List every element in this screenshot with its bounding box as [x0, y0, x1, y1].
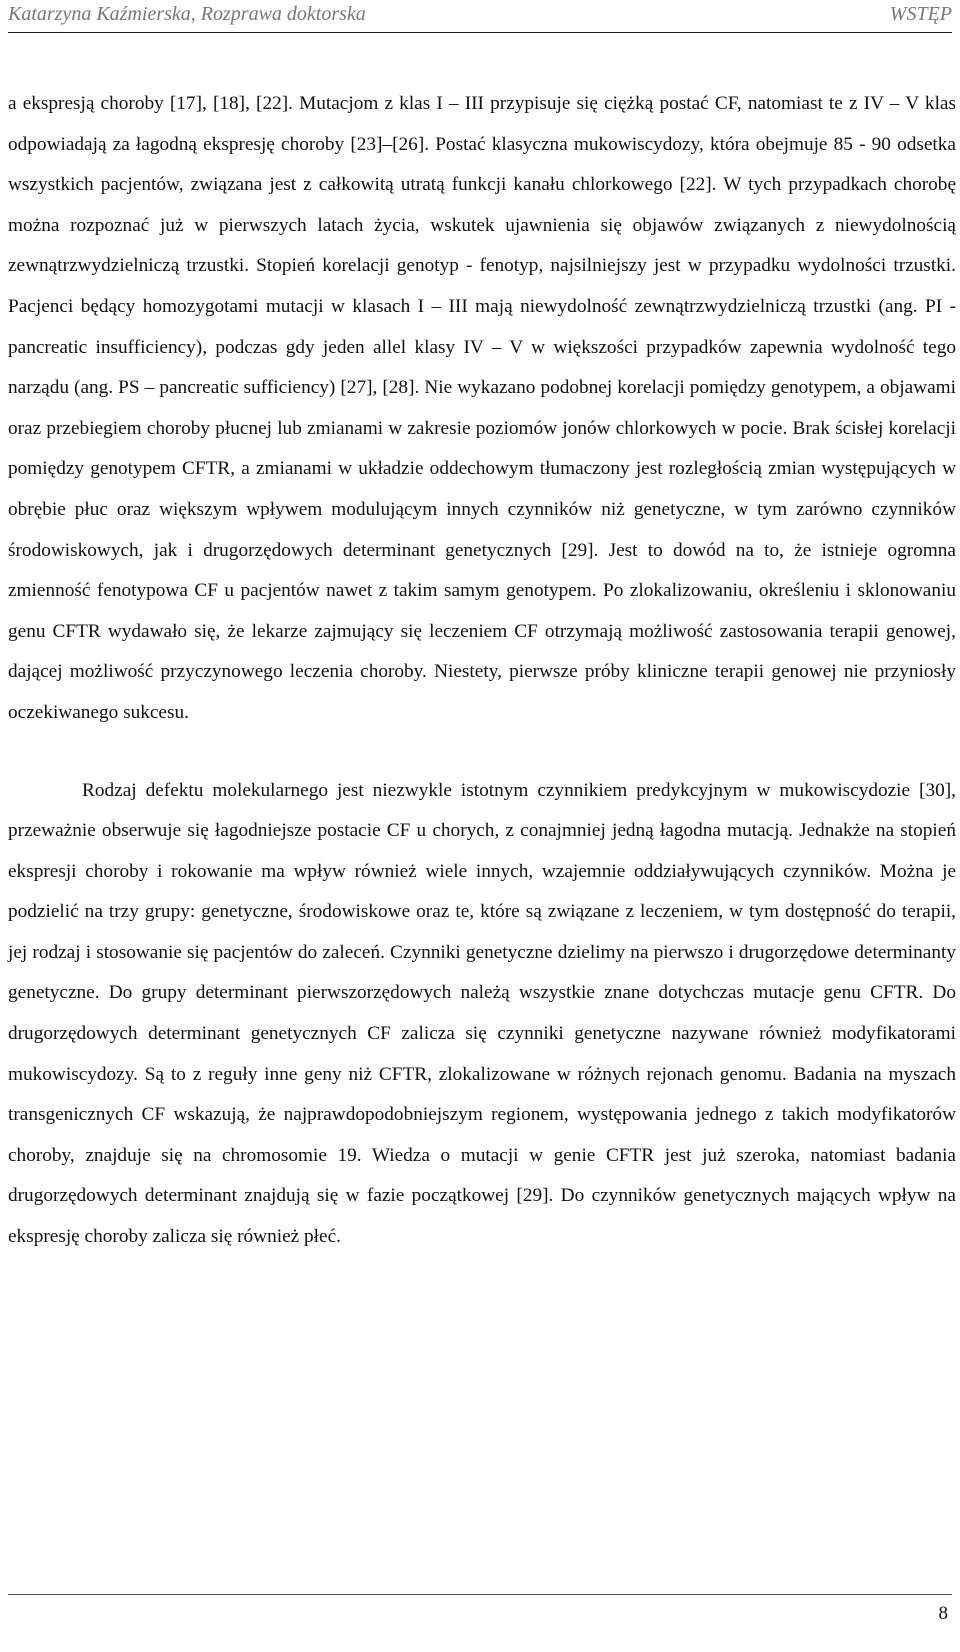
- body-text: [8, 84, 956, 1258]
- paragraph: a ekspresją choroby [17], [18], [22]. Mutacjom z klas I – III przypisuje się ciężką postać CF, natomiast te z IV – V klas odpowiadają za łagodną ekspresję choroby [23]–[26]. Postać klasyczna mukowiscydozy, która obejmuje 85 - 90 odsetka wszystkich pacjentów, związana jest z całkowitą utratą funkcji kanału chlorkowego [22]. W tych przypadkach chorobę można rozpoznać już w pierwszych latach życia, wskutek ujawnienia się objawów związanych z niewydolnością zewnątrzwydzielniczą trzustki. Stopień korelacji genotyp - fenotyp, najsilniejszy jest w przypadku wydolności trzustki. Pacjenci będący homozygotami mutacji w klasach I – III mają niewydolność zewnątrzwydzielniczą trzustki (ang. PI - pancreatic insufficiency), podczas gdy jeden allel klasy IV – V w większości przypadków zapewnia wydolność tego narządu (ang. PS – pancreatic sufficiency) [27], [28]. Nie wykazano podobnej korelacji pomiędzy genotypem, a objawami oraz przebiegiem choroby płucnej lub zmianami w zakresie poziomów jonów chlorkowych w pocie. Brak ścisłej korelacji pomiędzy genotypem CFTR, a zmianami w układzie oddechowym tłumaczony jest rozległością zmian występujących w obrębie płuc oraz większym wpływem modulującym innych czynników niż genetyczne, w tym zarówno czynników środowiskowych, jak i drugorzędowych determinant genetycznych [29]. Jest to dowód na to, że istnieje ogromna zmienność fenotypowa CF u pacjentów nawet z takim samym genotypem. Po zlokalizowaniu, określeniu i sklonowaniu genu CFTR wydawało się, że lekarze zajmujący się leczeniem CF otrzymają możliwość zastosowania terapii genowej, dającej możliwość przyczynowego leczenia choroby. Niestety, pierwsze próby kliniczne terapii genowej nie przyniosły oczekiwanego sukcesu.: [8, 93, 956, 723]
- paragraph: Rodzaj defektu molekularnego jest niezwykle istotnym czynnikiem predykcyjnym w mukowiscydozie [30], przeważnie obserwuje się łagodniejsze postacie CF u chorych, z conajmniej jedną łagodna mutacją. Jednakże na stopień ekspresji choroby i rokowanie ma wpływ również wiele innych, wzajemnie oddziaływujących czynników. Można je podzielić na trzy grupy: genetyczne, środowiskowe oraz te, które są związane z leczeniem, w tym dostępność do terapii, jej rodzaj i stosowanie się pacjentów do zaleceń. Czynniki genetyczne dzielimy na pierwszo i drugorzędowe determinanty genetyczne. Do grupy determinant pierwszorzędowych należą wszystkie znane dotychczas mutacje genu CFTR. Do drugorzędowych determinant genetycznych CF zalicza się czynniki genetyczne nazywane również modyfikatorami mukowiscydozy. Są to z reguły inne geny niż CFTR, zlokalizowane w różnych rejonach genomu. Badania na myszach transgenicznych CF wskazują, że najprawdopodobniejszym regionem, występowania jednego z takich modyfikatorów choroby, znajduje się na chromosomie 19. Wiedza o mutacji w genie CFTR jest już szeroka, natomiast badania drugorzędowych determinant znajdują się w fazie początkowej [29]. Do czynników genetycznych mających wpływ na ekspresję choroby zalicza się również płeć.: [8, 779, 956, 1248]
- header-author-title: Katarzyna Kaźmierska, Rozprawa doktorska: [8, 3, 366, 25]
- running-header: [8, 0, 952, 33]
- page-number: 8: [938, 1603, 948, 1624]
- page-footer: [8, 1594, 952, 1652]
- header-section-name: WSTĘP: [889, 3, 952, 25]
